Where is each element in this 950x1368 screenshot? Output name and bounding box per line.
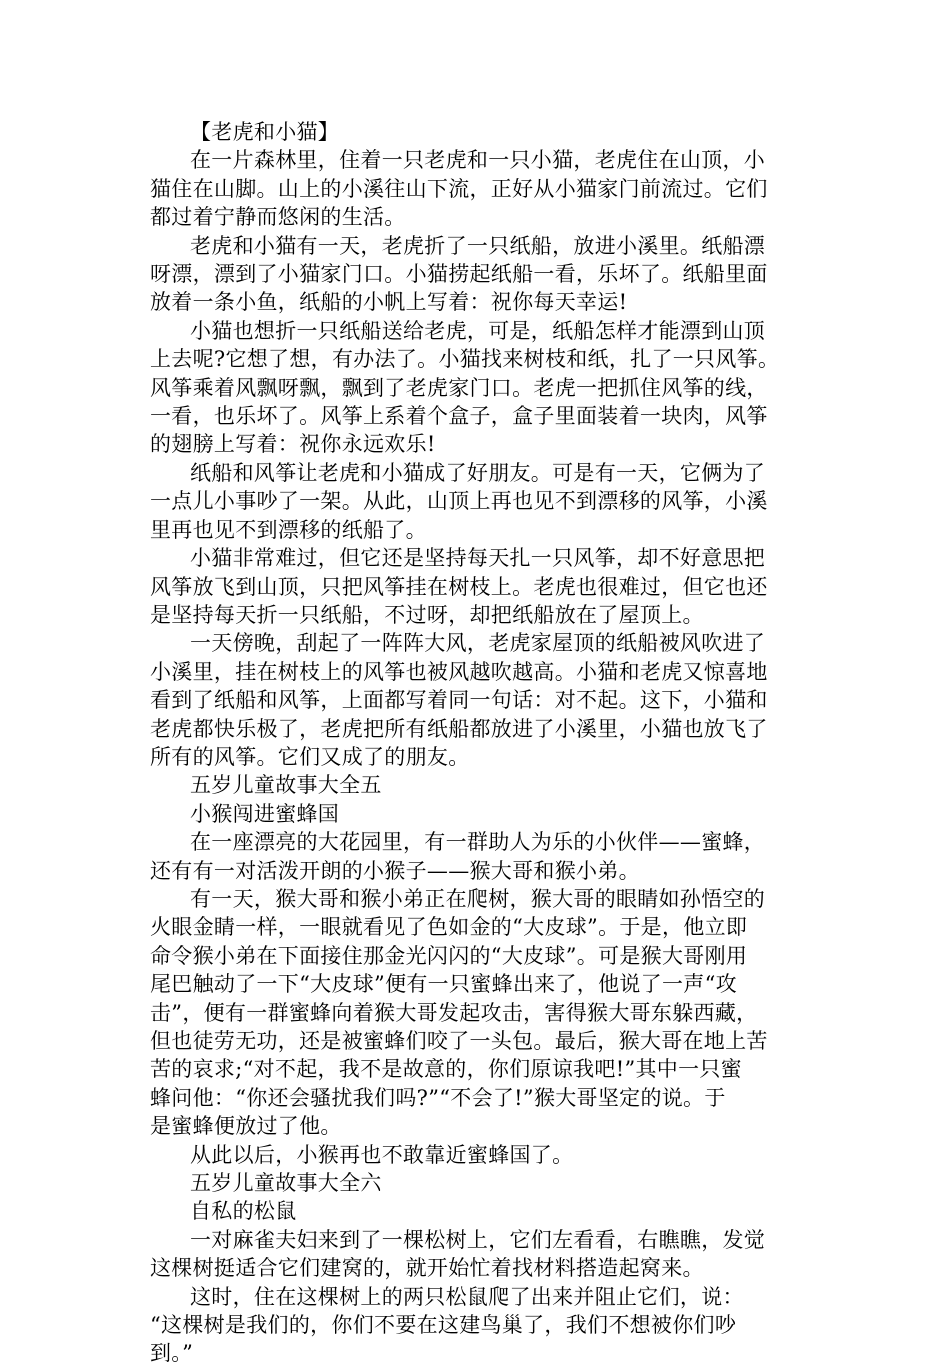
text-line: 小溪里，挂在树枝上的风筝也被风越吹越高。小猫和老虎又惊喜地 xyxy=(150,659,768,684)
text-line: 老虎都快乐极了，老虎把所有纸船都放进了小溪里，小猫也放飞了 xyxy=(150,716,768,741)
text-line: 击”，便有一群蜜蜂向着猴大哥发起攻击，害得猴大哥东躲西藏， xyxy=(150,1000,758,1025)
text-line: 命令猴小弟在下面接住那金光闪闪的“大皮球”。可是猴大哥刚用 xyxy=(150,943,748,968)
text-line: 但也徒劳无功，还是被蜜蜂们咬了一头包。最后，猴大哥在地上苦 xyxy=(150,1029,768,1053)
text-line: 这时，住在这棵树上的两只松鼠爬了出来并阻止它们，说： xyxy=(190,1284,744,1309)
text-line: 里再也见不到漂移的纸船了。 xyxy=(150,517,427,542)
text-line: 上去呢?它想了想，有办法了。小猫找来树枝和纸，扎了一只风筝。 xyxy=(150,347,780,372)
text-line: 在一座漂亮的大花园里，有一群助人为乐的小伙伴——蜜蜂， xyxy=(190,830,766,855)
text-line: “这棵树是我们的，你们不要在这建鸟巢了，我们不想被你们吵 xyxy=(150,1313,737,1338)
text-line: 看到了纸船和风筝，上面都写着同一句话：对不起。这下，小猫和 xyxy=(150,688,768,713)
text-line: 老虎和小猫有一天，老虎折了一只纸船，放进小溪里。纸船漂 xyxy=(190,233,766,258)
text-line: 还有有一对活泼开朗的小猴子——猴大哥和猴小弟。 xyxy=(150,858,640,883)
text-line: 五岁儿童故事大全六 xyxy=(190,1171,382,1196)
text-line: 都过着宁静而悠闲的生活。 xyxy=(150,205,406,230)
text-line: 蜂问他：“你还会骚扰我们吗?”“不会了!”猴大哥坚定的说。于 xyxy=(150,1085,726,1110)
text-line: 猫住在山脚。山上的小溪往山下流，正好从小猫家门前流过。它们 xyxy=(150,176,768,201)
document-page xyxy=(150,118,810,1368)
text-line: 在一片森林里，住着一只老虎和一只小猫，老虎住在山顶，小 xyxy=(190,148,766,173)
text-line: 是坚持每天折一只纸船，不过呀，却把纸船放在了屋顶上。 xyxy=(150,602,704,627)
text-line: 有一天，猴大哥和猴小弟正在爬树，猴大哥的眼睛如孙悟空的 xyxy=(190,886,766,911)
text-line: 呀漂，漂到了小猫家门口。小猫捞起纸船一看，乐坏了。纸船里面 xyxy=(150,262,768,287)
text-line: 一点儿小事吵了一架。从此，山顶上再也见不到漂移的风筝，小溪 xyxy=(150,489,768,514)
text-line: 一天傍晚，刮起了一阵阵大风，老虎家屋顶的纸船被风吹进了 xyxy=(190,631,766,656)
text-line: 纸船和风筝让老虎和小猫成了好朋友。可是有一天，它俩为了 xyxy=(190,460,766,485)
text-line: 苦的哀求;“对不起，我不是故意的，你们原谅我吧!”其中一只蜜 xyxy=(150,1057,742,1082)
text-line: 自私的松鼠 xyxy=(190,1199,297,1224)
document-body xyxy=(150,118,810,1368)
text-line: 风筝乘着风飘呀飘，飘到了老虎家门口。老虎一把抓住风筝的线， xyxy=(150,375,768,400)
text-line: 五岁儿童故事大全五 xyxy=(190,773,382,798)
text-line: 小猫非常难过，但它还是坚持每天扎一只风筝，却不好意思把 xyxy=(190,546,766,571)
text-line: 一对麻雀夫妇来到了一棵松树上，它们左看看，右瞧瞧，发觉 xyxy=(190,1227,766,1252)
text-line: 从此以后，小猴再也不敢靠近蜜蜂国了。 xyxy=(190,1142,574,1167)
text-line: 【老虎和小猫】 xyxy=(190,120,340,144)
text-line: 到。” xyxy=(150,1341,194,1366)
text-line: 火眼金睛一样，一眼就看见了色如金的“大皮球”。于是，他立即 xyxy=(150,915,748,940)
text-line: 放着一条小鱼，纸船的小帆上写着：祝你每天幸运! xyxy=(150,290,628,315)
text-line: 所有的风筝。它们又成了的朋友。 xyxy=(150,744,470,769)
text-line: 尾巴触动了一下“大皮球”便有一只蜜蜂出来了，他说了一声“攻 xyxy=(150,972,737,997)
text-line: 风筝放飞到山顶，只把风筝挂在树枝上。老虎也很难过，但它也还 xyxy=(150,574,768,599)
text-line: 的翅膀上写着：祝你永远欢乐! xyxy=(150,432,436,457)
text-line: 小猴闯进蜜蜂国 xyxy=(190,801,340,826)
text-line: 是蜜蜂便放过了他。 xyxy=(150,1114,342,1139)
text-line: 小猫也想折一只纸船送给老虎，可是，纸船怎样才能漂到山顶 xyxy=(190,318,766,343)
text-line: 一看，也乐坏了。风筝上系着个盒子，盒子里面装着一块肉，风筝 xyxy=(150,404,768,429)
text-line: 这棵树挺适合它们建窝的，就开始忙着找材料搭造起窝来。 xyxy=(150,1256,704,1281)
